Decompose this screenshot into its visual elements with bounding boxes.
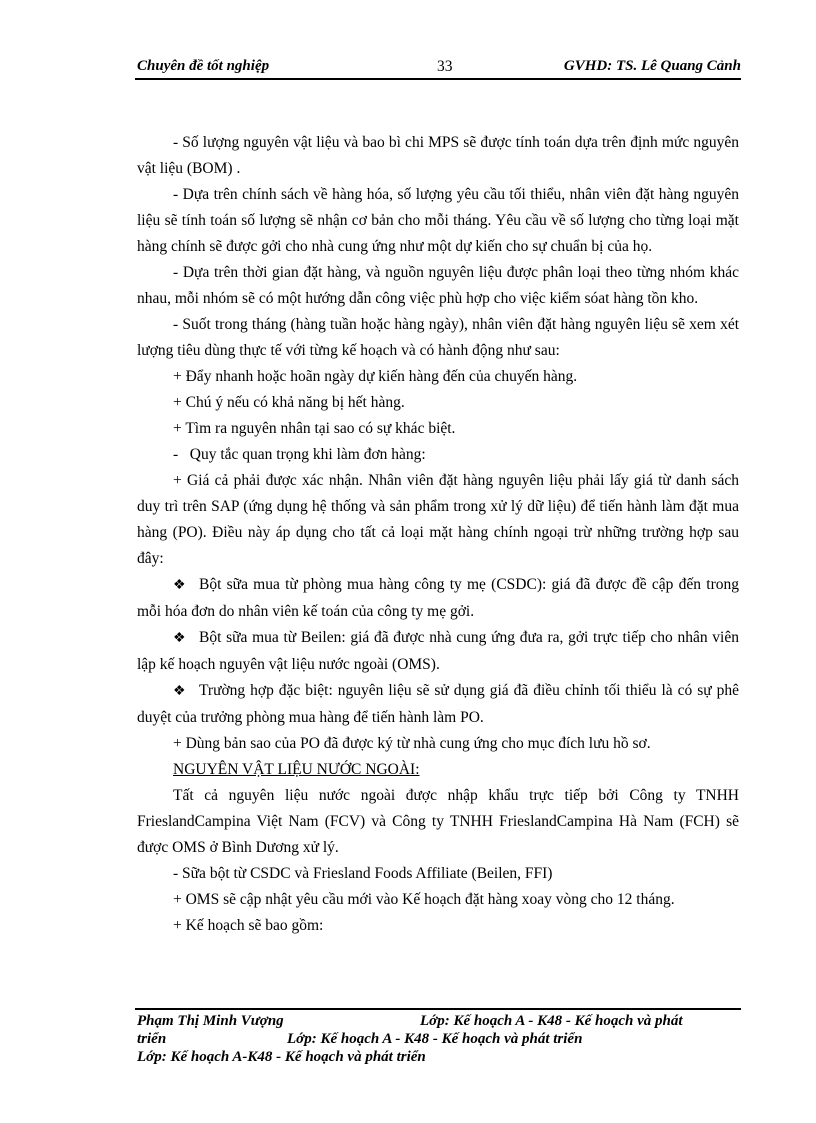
paragraph: - Số lượng nguyên vật liệu và bao bì chi MPS sẽ được tính toán dựa trên định mức nguyên vật liệu (BOM) . [137,134,739,177]
paragraph: - Quy tắc quan trọng khi làm đơn hàng: [173,446,426,463]
diamond-bullet-icon: ❖ [173,631,186,646]
page-header [137,58,741,78]
footer-rule [135,1008,741,1010]
page-number: 33 [437,58,453,75]
paragraph: - Suốt trong tháng (hàng tuần hoặc hàng ngày), nhân viên đặt hàng nguyên liệu sẽ xem xét lượng tiêu dùng thực tế với từng kế hoạch và có hành động như sau: [137,316,739,359]
paragraph: + Tìm ra nguyên nhân tại sao có sự khác biệt. [173,420,456,437]
paragraph: - Dựa trên chính sách về hàng hóa, số lượng yêu cầu tối thiểu, nhân viên đặt hàng nguyên liệu sẽ tính toán số lượng sẽ nhận cơ bản cho mỗi tháng. Yêu cầu về số lượng cho từng loại mặt hàng chính sẽ được gởi cho nhà cung ứng như một dự kiến cho sự chuẩn bị của họ. [137,186,739,255]
diamond-bullet-icon: ❖ [173,578,186,593]
bullet-item [137,625,739,678]
paragraph: + Dùng bản sao của PO đã được ký từ nhà cung ứng cho mục đích lưu hồ sơ. [173,735,651,752]
footer-author: Phạm Thị Minh Vượng [137,1013,284,1029]
header-advisor: GVHD: TS. Lê Quang Cảnh [563,58,741,74]
paragraph: + Đẩy nhanh hoặc hoãn ngày dự kiến hàng đến của chuyến hàng. [173,368,578,385]
paragraph: + Kế hoạch sẽ bao gồm: [173,917,324,934]
paragraph: - Sữa bột từ CSDC và Friesland Foods Affiliate (Beilen, FFI) [173,865,553,882]
paragraph: + Giá cả phải được xác nhận. Nhân viên đặt hàng nguyên liệu phải lấy giá từ danh sách duy trì trên SAP (ứng dụng hệ thống và sản phẩm trong xử lý dữ liệu) để tiến hành làm đặt mua hàng (PO). Điều này áp dụng cho tất cả loại mặt hàng chính ngoại trừ những trường hợp sau đây: [137,472,739,567]
paragraph: - Dựa trên thời gian đặt hàng, và nguồn nguyên liệu được phân loại theo từng nhóm khác nhau, mỗi nhóm sẽ có một hướng dẫn công việc phù hợp cho việc kiểm sóat hàng tồn kho. [137,264,739,307]
bullet-text: Bột sữa mua từ phòng mua hàng công ty mẹ (CSDC): giá đã được đề cập đến trong mỗi hóa đơn do nhân viên kế toán của công ty mẹ gởi. [137,576,739,620]
footer-class-line: Lớp: Kế hoạch A-K48 - Kế hoạch và phát triển [137,1049,426,1065]
header-title: Chuyên đề tốt nghiệp [137,58,270,74]
paragraph: Tất cả nguyên liệu nước ngoài được nhập khẩu trực tiếp bởi Công ty TNHH FrieslandCampina Việt Nam (FCV) và Công ty TNHH FrieslandCampina Hà Nam (FCH) sẽ được OMS ở Bình Dương xử lý. [137,787,739,856]
paragraph: + Chú ý nếu có khả năng bị hết hàng. [173,394,405,411]
section-heading-text: NGUYÊN VẬT LIỆU NƯỚC NGOÀI: [173,761,420,778]
bullet-item [137,572,739,625]
bullet-text: Bột sữa mua từ Beilen: giá đã được nhà cung ứng đưa ra, gởi trực tiếp cho nhân viên lập kế hoạch nguyên vật liệu nước ngoài (OMS). [137,629,739,673]
section-heading [137,757,739,783]
header-rule [135,78,741,80]
body-text [137,130,739,939]
paragraph: + OMS sẽ cập nhật yêu cầu mới vào Kế hoạch đặt hàng xoay vòng cho 12 tháng. [173,891,675,908]
bullet-text: Trường hợp đặc biệt: nguyên liệu sẽ sử dụng giá đã điều chỉnh tối thiểu là có sự phê duyệt của trưởng phòng mua hàng để tiến hành làm PO. [137,682,739,726]
page-footer [137,1012,741,1066]
footer-class-line: Lớp: Kế hoạch A - K48 - Kế hoạch và phát [420,1013,683,1029]
footer-wrap-text: triển [137,1031,167,1047]
footer-class-line: Lớp: Kế hoạch A - K48 - Kế hoạch và phát triển [287,1031,583,1047]
bullet-item [137,678,739,731]
diamond-bullet-icon: ❖ [173,684,186,699]
